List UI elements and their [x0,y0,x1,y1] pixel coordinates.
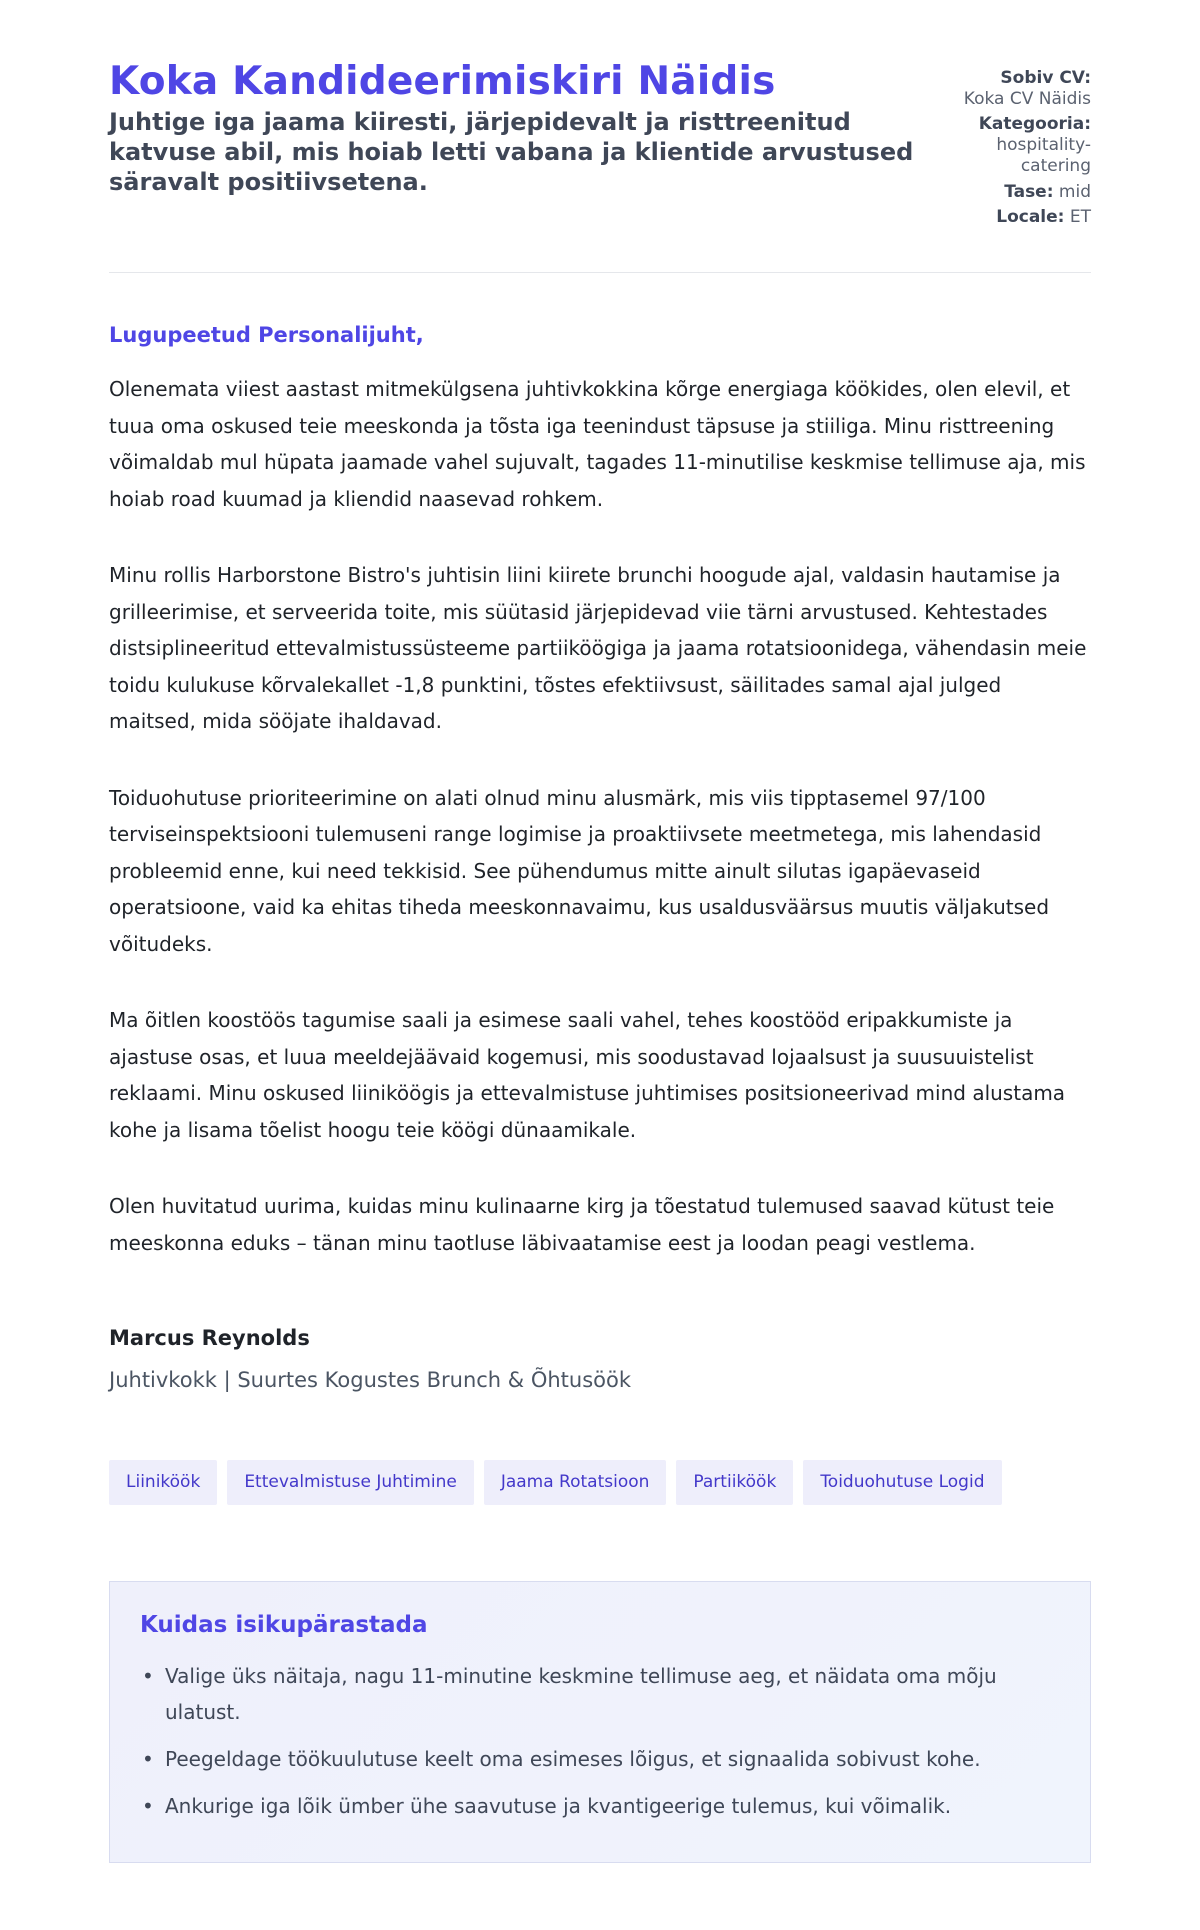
signature-role: Juhtivkokk | Suurtes Kogustes Brunch & Õhtusöök [109,1368,632,1393]
bullet-icon: • [142,1747,154,1772]
meta-locale-value: ET [1069,207,1091,228]
meta-cv-label: Sobiv CV: [1000,68,1091,88]
letter-paragraph-5: Olen huvitatud uurima, kuidas minu kulinaarne kirg ja tõestatud tulemused saavad kütust teie meeskonna eduks – tänan minu taotluse läbivaatamise eest ja loodan peagi vestlema. [109,1194,1055,1255]
meta-level-value: mid [1058,181,1091,202]
bullet-icon: • [142,1664,154,1689]
signature-block [109,1326,1091,1392]
meta-cv-value[interactable]: Koka CV Näidis [963,88,1091,109]
meta-locale-label: Locale: [996,207,1065,228]
meta-category-value: hospitality-catering [996,135,1091,176]
skill-tag[interactable]: Ettevalmistuse Juhtimine [227,1460,474,1505]
skill-tags [109,1460,1091,1505]
meta-level [941,182,1091,203]
bullet-icon: • [142,1794,154,1819]
skill-tag[interactable]: Liiniköök [109,1460,217,1505]
meta-locale [941,207,1091,228]
skill-tag[interactable]: Toiduohutuse Logid [803,1460,1001,1505]
page-header [109,60,1091,233]
header-titles [109,60,929,197]
salutation: Lugupeetud Personalijuht, [109,323,424,348]
tip-item [140,1741,1060,1777]
letter-paragraph-1: Olenemata viiest aastast mitmekülgsena juhtivkokkina kõrge energiaga köökides, olen elevil, et tuua oma oskused teie meeskonda ja tõsta iga teenindust täpsuse ja stiiliga. Minu risttreening võimaldab mul hüpata jaamade vahel sujuvalt, tagades 11-minutilise keskmise tellimuse aja, mis hoiab road kuumad ja kliendid naasevad rohkem. [109,377,1086,511]
skill-tag[interactable]: Partiiköök [676,1460,793,1505]
meta-category [941,114,1091,176]
page-subtitle: Juhtige iga jaama kiiresti, järjepidevalt ja risttreenitud katvuse abil, mis hoiab letti vabana ja klientide arvustused säravalt positiivsetena. [109,107,914,196]
letter-body [109,371,1091,1261]
tip-item [140,1658,1060,1730]
personalization-tips-box [109,1581,1091,1863]
page-title: Koka Kandideerimiskiri Näidis [109,59,776,104]
tip-text: Valige üks näitaja, nagu 11-minutine keskmine tellimuse aeg, et näidata oma mõju ulatust. [165,1664,997,1725]
header-divider [109,272,1091,273]
meta-level-label: Tase: [1004,181,1054,202]
meta-category-label: Kategooria: [978,114,1091,135]
meta-panel [941,68,1091,233]
tip-text: Peegeldage töökuulutuse keelt oma esimeses lõigus, et signaalida sobivust kohe. [165,1747,981,1772]
letter-paragraph-4: Ma õitlen koostöös tagumise saali ja esimese saali vahel, tehes koostööd eripakkumiste ja ajastuse osas, et luua meeldejäävaid kogemusi, mis soodustavad lojaalsust ja suusuuistelist reklaami. Minu oskused liiniköögis ja ettevalmistuse juhtimises positsioneerivad mind alustama kohe ja lisama tõelist hoogu teie köögi dünaamikale. [109,1008,1066,1142]
signature-name: Marcus Reynolds [109,1326,310,1351]
tip-item [140,1788,1060,1824]
letter-paragraph-2: Minu rollis Harborstone Bistro's juhtisin liini kiirete brunchi hoogude ajal, valdasin hautamise ja grilleerimise, et serveerida toite, mis süütasid järjepidevad viie tärni arvustused. Kehtestades distsiplineeritud ettevalmistussüsteeme partiiköögiga ja jaama rotatsioonidega, vähendasin meie toidu kulukuse kõrvalekallet -1,8 punktini, tõstes efektiivsust, säilitades samal ajal julged maitsed, mida sööjate ihaldavad. [109,563,1087,734]
tips-list [140,1658,1060,1824]
tips-title: Kuidas isikupärastada [140,1612,428,1639]
tip-text: Ankurige iga lõik ümber ühe saavutuse ja kvantigeerige tulemus, kui võimalik. [165,1794,952,1819]
letter-paragraph-3: Toiduohutuse prioriteerimine on alati olnud minu alusmärk, mis viis tipptasemel 97/100 terviseinspektsiooni tulemuseni range logimise ja proaktiivsete meetmetega, mis lahendasid probleemid enne, kui need tekkisid. See pühendumus mitte ainult silutas igapäevaseid operatsioone, vaid ka ehitas tiheda meeskonnavaimu, kus usaldusväärsus muutis väljakutsed võitudeks. [109,785,1050,956]
meta-cv [941,68,1091,109]
skill-tag[interactable]: Jaama Rotatsioon [484,1460,667,1505]
